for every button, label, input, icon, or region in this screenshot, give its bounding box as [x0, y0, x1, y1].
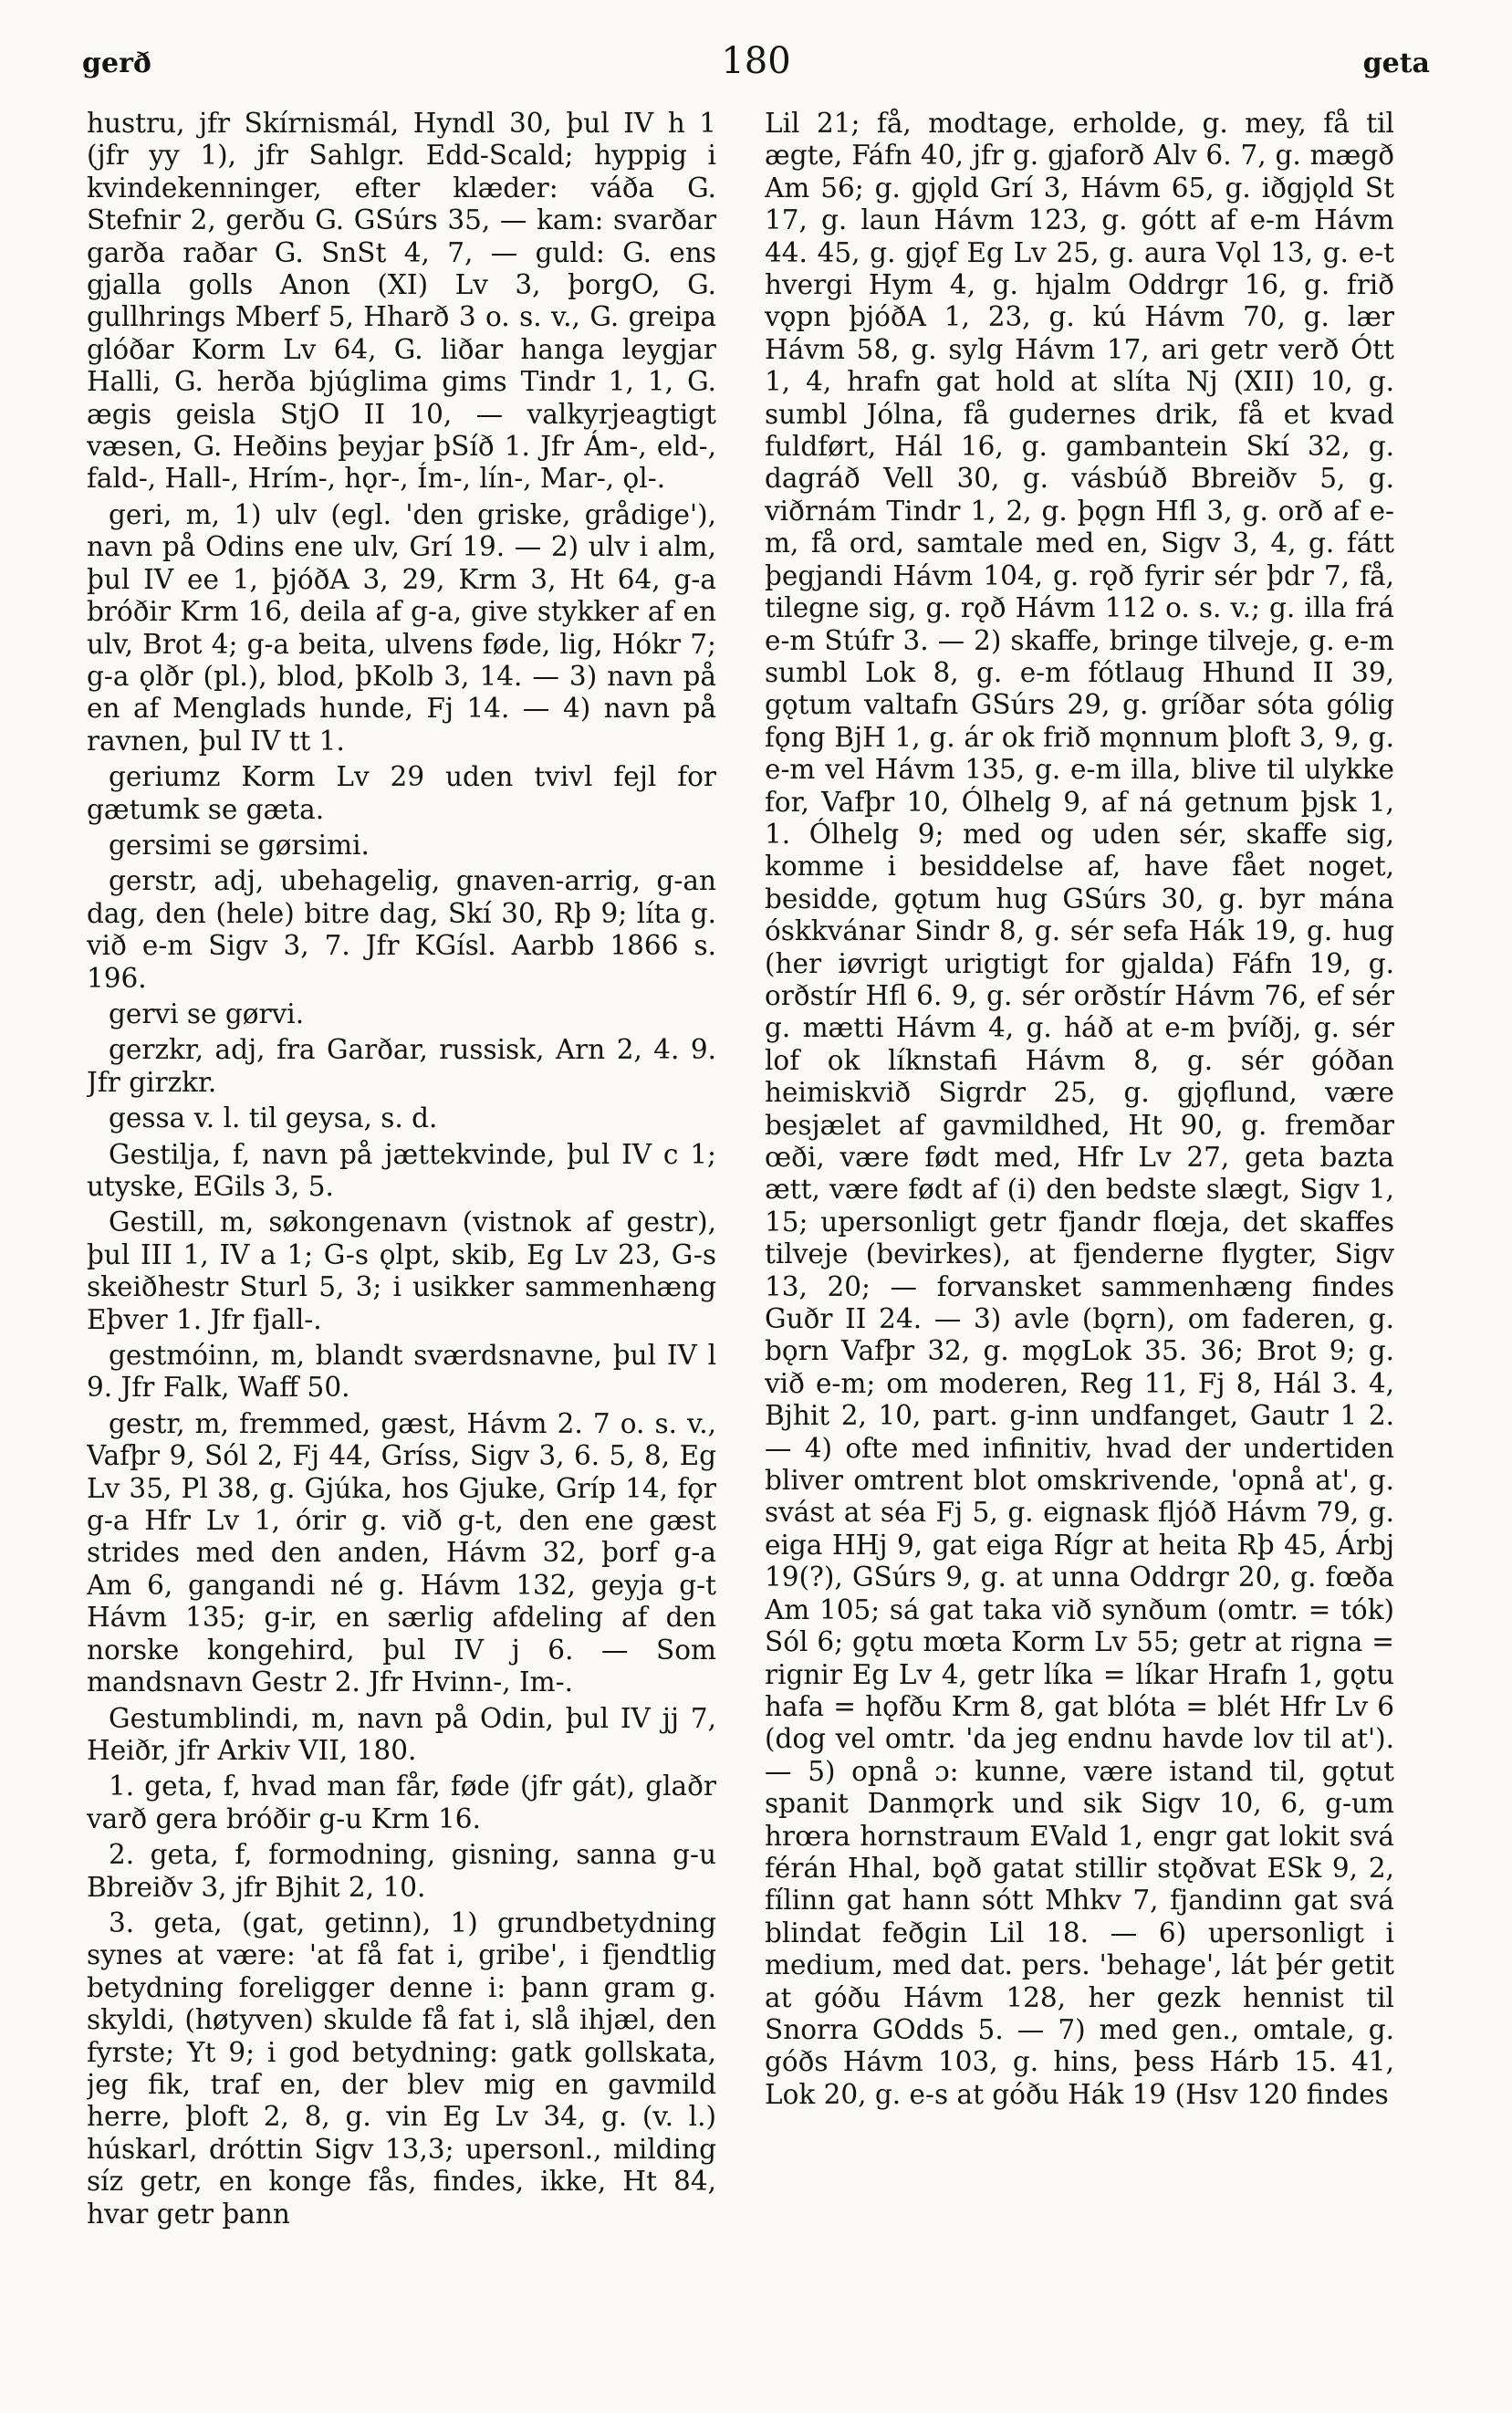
entry-geriumz: geriumz Korm Lv 29 uden tvivl fejl for gætumk se gæta. — [87, 761, 716, 825]
running-head-left: gerð — [82, 47, 151, 79]
entry-geta-1: 1. geta, f, hvad man får, føde (jfr gát), glaðr varð gera bróðir g-u Krm 16. — [87, 1771, 716, 1834]
entry-gestill: Gestill, m, søkongenavn (vistnok af gestr), þul III 1, IV a 1; G-s ǫlpt, skib, Eg Lv 23, G-s skeiðhestr Sturl 5, 3; i usikker sammenhæng Eþver 1. Jfr fjall-. — [87, 1206, 716, 1335]
entry-gestr: gestr, m, fremmed, gæst, Hávm 2. 7 o. s. v., Vafþr 9, Sól 2, Fj 44, Gríss, Sigv 3, 6. 5, 8, Eg Lv 35, Pl 38, g. Gjúka, hos Gjuke, Gríp 14, fǫr g-a Hfr Lv 1, órir g. við g-t, den ene gæst strides med den anden, Hávm 32, þorf g-a Am 6, gangandi né g. Hávm 132, geyja g-t Hávm 135; g-ir, en særlig afdeling af den norske kongehird, þul IV j 6. — Som mandsnavn Gestr 2. Jfr Hvinn-, Im-. — [87, 1407, 716, 1698]
left-column — [87, 108, 716, 2371]
entry-gerstr: gerstr, adj, ubehagelig, gnaven-arrig, g-an dag, den (hele) bitre dag, Skí 30, Rþ 9; líta g. við e-m Sigv 3, 7. Jfr KGísl. Aarbb 1866 s. 196. — [87, 865, 716, 994]
entry-gestumblindi: Gestumblindi, m, navn på Odin, þul IV jj 7, Heiðr, jfr Arkiv VII, 180. — [87, 1702, 716, 1766]
entry-gersimi: gersimi se gørsimi. — [109, 829, 370, 861]
entry-gerzkr: gerzkr, adj, fra Garðar, russisk, Arn 2, 4. 9. Jfr girzkr. — [87, 1034, 716, 1098]
entry-geri: geri, m, 1) ulv (egl. 'den griske, grådige'), navn på Odins ene ulv, Grí 19. — 2) ulv i alm, þul IV ee 1, þjóðA 3, 29, Krm 3, Ht 64, g-a bróðir Krm 16, deila af g-a, give stykker af en ulv, Brot 4; g-a beita, ulvens føde, lig, Hókr 7; g-a ǫlðr (pl.), blod, þKolb 3, 14. — 3) navn på en af Menglads hunde, Fj 14. — 4) navn på ravnen, þul IV tt 1. — [87, 498, 716, 757]
entry-geta-3-continued: Lil 21; få, modtage, erholde, g. mey, få til ægte, Fáfn 40, jfr g. gjaforð Alv 6. 7, g. mægð Am 56; g. gjǫld Grí 3, Hávm 65, g. iðgjǫld St 17, g. laun Hávm 123, g. gótt af e-m Hávm 44. 45, g. gjǫf Eg Lv 25, g. aura Vǫl 13, g. e-t hvergi Hym 4, g. hjalm Oddrgr 16, g. frið vǫpn þjóðA 1, 23, g. kú Hávm 70, g. lær Hávm 58, g. sylg Hávm 17, ari getr verð Ótt 1, 4, hrafn gat hold at slíta Nj (XII) 10, g. sumbl Jólna, få gudernes drik, få et kvad fuldført, Hál 16, g. gambantein Skí 32, g. dagráð Vell 30, g. vásbúð Bbreiðv 5, g. viðrnám Tindr 1, 2, g. þǫgn Hfl 3, g. orð af e-m, få ord, samtale med en, Sigv 3, 4, g. fátt þegjandi Hávm 104, g. rǫð fyrir sér þdr 7, få, tilegne sig, g. rǫð Hávm 112 o. s. v.; g. illa frá e-m Stúfr 3. — 2) skaffe, bringe tilveje, g. e-m sumbl Lok 8, g. e-m fótlaug Hhund II 39, gǫtum valtafn GSúrs 29, g. gríðar sóta gólig fǫng BjH 1, g. ár ok frið mǫnnum þloft 3, 9, g. e-m vel Hávm 135, g. e-m illa, blive til ulykke for, Vafþr 10, Ólhelg 9, af ná getnum þjsk 1, 1. Ólhelg 9; med og uden sér, skaffe sig, komme i besiddelse af, have fået noget, besidde, gǫtum hug GSúrs 30, g. byr mána óskkvánar Sindr 8, g. sér sefa Hák 19, g. hug (her iøvrigt urigtigt for gjalda) Fáfn 19, g. orðstír Hfl 6. 9, g. sér orðstír Hávm 76, ef sér g. mætti Hávm 4, g. háð at e-m þvíðj, g. sér lof ok líknstafi Hávm 8, g. sér góðan heimiskvið Sigrdr 25, g. gjǫflund, være besjælet af gavmildhed, Ht 90, g. fremðar œði, være født med, Hfr Lv 27, geta bazta ætt, være født af (i) den bedste slægt, Sigv 1, 15; upersonligt getr fjandr flœja, det skaffes tilveje (bevirkes), at fjenderne flygter, Sigv 13, 20; — forvansket sammenhæng findes Guðr II 24. — 3) avle (bǫrn), om faderen, g. bǫrn Vafþr 32, g. mǫgLok 35. 36; Brot 9; g. við e-m; om moderen, Reg 11, Fj 8, Hál 3. 4, Bjhit 2, 10, part. g-inn undfanget, Gautr 1 2. — 4) ofte med infinitiv, hvad der undertiden bliver omtrent blot omskrivende, 'opnå at', g. svást at séa Fj 5, g. eignask fljóð Hávm 79, g. eiga HHj 9, gat eiga Rígr at heita Rþ 45, Árbj 19(?), GSúrs 9, g. at unna Oddrgr 20, g. fœða Am 105; sá gat taka við synðum (omtr. = tók) Sól 6; gǫtu mœta Korm Lv 55; getr at rigna = rignir Eg Lv 4, getr líka = líkar Hrafn 1, gǫtu hafa = hǫfðu Krm 8, gat blóta = blét Hfr Lv 6 (dog vel omtr. 'da jeg endnu havde lov til at'). — 5) opnå ɔ: kunne, være istand til, gǫtut spanit Danmǫrk und sik Sigv 10, 6, g-um hrœra hornstraum EVald 1, engr gat lokit svá férán Hhal, bǫð gatat stillir stǫðvat ESk 9, 2, fílinn gat hann sótt Mhkv 7, fjandinn gat svá blindat feðgin Lil 18. — 6) upersonligt i medium, med dat. pers. 'behage', lát þér getit at góðu Hávm 128, her gezk hennist til Snorra GOdds 5. — 7) med gen., omtale, g. góðs Hávm 103, g. hins, þess Hárb 15. 41, Lok 20, g. e-s at góðu Hák 19 (Hsv 120 findes — [765, 108, 1394, 2110]
right-column — [765, 108, 1394, 2371]
entry-gestmoinn: gestmóinn, m, blandt sværdsnavne, þul IV l 9. Jfr Falk, Waff 50. — [87, 1340, 716, 1404]
page-number: 180 — [721, 40, 791, 82]
entry-geta-3: 3. geta, (gat, getinn), 1) grundbetydning synes at være: 'at få fat i, gribe', i fjendtlig betydning foreligger denne i: þann gram g. skyldi, (høtyven) skulde få fat i, slå ihjæl, den fyrste; Yt 9; i god betydning: gatk gollskata, jeg fik, traf en, der blev mig en gavmild herre, þloft 2, 8, g. vin Eg Lv 34, g. (v. l.) húskarl, dróttin Sigv 13,3; upersonl., milding síz getr, en konge fås, findes, ikke, Ht 84, hvar getr þann — [87, 1906, 716, 2230]
running-head-right: geta — [1362, 47, 1430, 79]
entry-gestilja: Gestilja, f, navn på jættekvinde, þul IV c 1; utyske, EGils 3, 5. — [87, 1138, 716, 1202]
entry-geta-2: 2. geta, f, formodning, gisning, sanna g-u Bbreiðv 3, jfr Bjhit 2, 10. — [87, 1839, 716, 1903]
page-header — [82, 40, 1430, 102]
entry-gerd-continued: hustru, jfr Skírnismál, Hyndl 30, þul IV h 1 (jfr yy 1), jfr Sahlgr. Edd-Scald; hyppig i kvindekenninger, efter klæder: váða G. Stefnir 2, gerðu G. GSúrs 35, — kam: svarðar garða raðar G. SnSt 4, 7, — guld: G. ens gjalla golls Anon (XI) Lv 3, þorgO, G. gullhrings Mberf 5, Hharð 3 o. s. v., G. greipa glóðar Korm Lv 64, G. liðar hanga leygjar Halli, G. herða bjúglima gims Tindr 1, 1, G. ægis geisla StjO II 10, — valkyrjeagtigt væsen, G. Heðins þeyjar þSíð 1. Jfr Ám-, eld-, fald-, Hall-, Hrím-, hǫr-, Ím-, lín-, Mar-, ǫl-. — [87, 108, 716, 495]
entry-gervi: gervi se gørvi. — [109, 998, 305, 1029]
entry-gessa: gessa v. l. til geysa, s. d. — [109, 1102, 438, 1134]
